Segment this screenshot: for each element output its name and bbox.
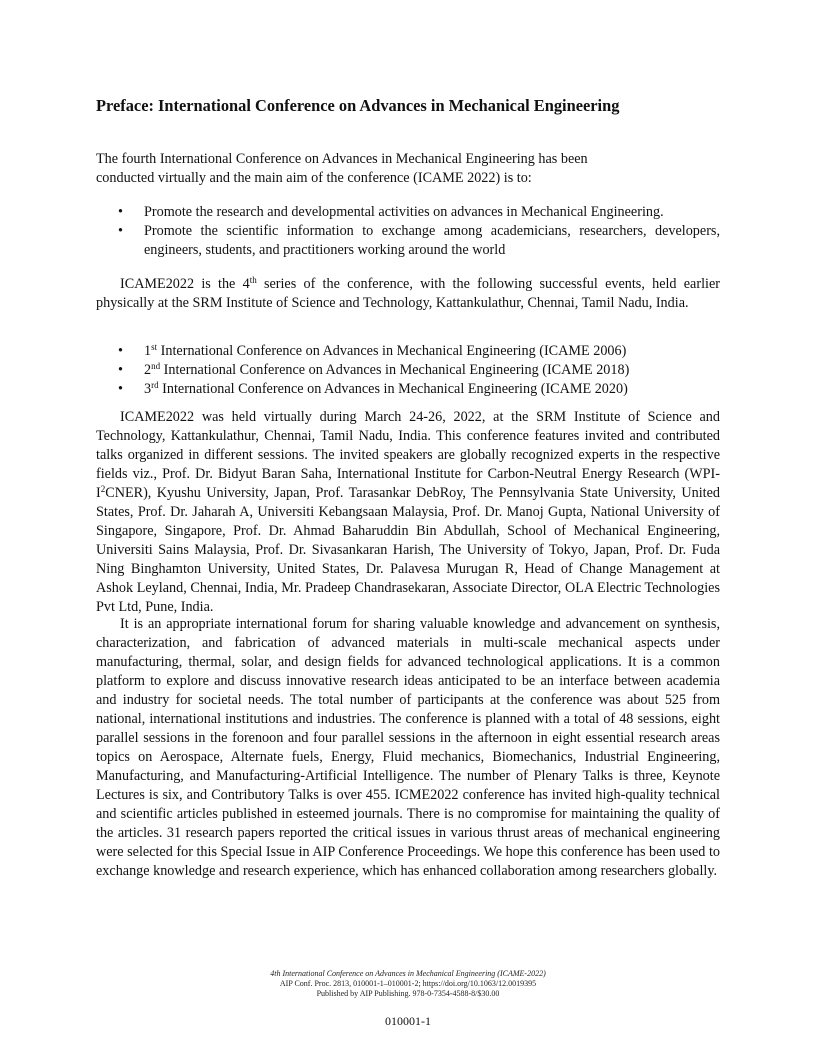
list-item [96,203,720,222]
speakers-text-after: CNER), Kyushu University, Japan, Prof. Tarasankar DebRoy, The Pennsylvania State University, United States, Prof. Dr. Jaharah A, Universiti Kebangsaan Malaysia, Prof. Dr. Manoj Gupta, National University of Singapore, Singapore, Prof. Dr. Ahmad Baharuddin Bin Abdullah, School of Mechanical Engineering, Universiti Sains Malaysia, Prof. Dr. Sivasankaran Harish, The University of Tokyo, Japan, Prof. Dr. Fuda Ning Binghamton University, United States, Dr. Palavesa Murugan R, Head of Change Management at Ashok Leyland, Chennai, India, Mr. Pradeep Chandrasekaran, Associate Director, OLA Electric Technologies Pvt Ltd, Pune, India. [96,485,720,615]
forum-paragraph: It is an appropriate international forum for sharing valuable knowledge and advancement on synthesis, characterization, and fabrication of advanced materials in multi-scale mechanical aspects under manufacturing, thermal, solar, and design fields for advanced technological applications. It is a common platform to explore and discuss innovative research ideas anticipated to be an interface between academia and industry for societal needs. The total number of participants at the conference was about 525 from national, international institutions and industries. The conference is planned with a total of 48 sessions, eight parallel sessions in the forenoon and four parallel sessions in the afternoon in eight essential research areas topics on Aerospace, Alternate fuels, Energy, Fluid mechanics, Biomechanics, Industrial Engineering, Manufacturing, and Manufacturing-Artificial Intelligence. The number of Plenary Talks is three, Keynote Lectures is six, and Contributory Talks is over 455. ICME2022 conference has invited high-quality technical and scientific articles published in esteemed journals. There is no compromise for maintaining the quality of the articles. 31 research papers reported the critical issues in various thrust areas of mechanical engineering were selected for this Special Issue in AIP Conference Proceedings. We hope this conference has been used to exchange knowledge and research experience, which has enhanced collaboration among researchers globally. [96,616,720,879]
aim-text: Promote the research and developmental activities on advances in Mechanical Engineering. [144,204,664,220]
list-item [96,222,720,260]
event-text: International Conference on Advances in Mechanical Engineering (ICAME 2020) [158,381,628,397]
list-item [96,342,720,361]
event-number: 1 [144,343,152,359]
event-number: 3 [144,381,152,397]
events-list [96,342,720,399]
footer-publisher: Published by AIP Publishing. 978-0-7354-4588-8/$30.00 [316,989,500,998]
series-paragraph [96,275,720,313]
aim-text: Promote the scientific information to exchange among academicians, researchers, developers, engineers, students, and practitioners working around the world [144,223,720,258]
bullet-icon: • [118,204,123,220]
intro-paragraph [96,150,720,188]
page-number: 010001-1 [385,1014,431,1028]
event-ordinal: nd [151,361,161,371]
event-text: International Conference on Advances in Mechanical Engineering (ICAME 2018) [160,362,630,378]
event-ordinal: st [151,342,158,352]
speakers-paragraph [96,408,720,617]
series-text-pre: ICAME2022 is the 4 [120,276,250,292]
speakers-text-before: ICAME2022 was held virtually during March 24-26, 2022, at the SRM Institute of Science and Technology, Kattankulathur, Chennai, Tamil Nadu, India. This conference features invited and contributed talks organized in different sessions. The invited speakers are globally recognized experts in the respective fields viz., Prof. Dr. Bidyut Baran Saha, International Institute for Carbon-Neutral Energy Research (WPI-I [96,409,720,501]
footer-conference: 4th International Conference on Advances in Mechanical Engineering (ICAME-2022) [270,969,546,978]
list-item [96,380,720,399]
aims-list [96,203,720,260]
bullet-icon: • [118,223,123,239]
event-text: International Conference on Advances in Mechanical Engineering (ICAME 2006) [157,343,627,359]
list-item [96,361,720,380]
page-footer [0,969,816,999]
speakers-sup: 2 [100,484,106,494]
event-number: 2 [144,362,152,378]
page-title: Preface: International Conference on Advances in Mechanical Engineering [96,96,620,115]
series-sup: th [249,275,257,285]
event-ordinal: rd [151,380,159,390]
bullet-icon: • [118,381,123,397]
bullet-icon: • [118,343,123,359]
intro-line-1: The fourth International Conference on Advances in Mechanical Engineering has been [96,151,588,167]
bullet-icon: • [118,362,123,378]
intro-line-2: conducted virtually and the main aim of the conference (ICAME 2022) is to: [96,170,532,186]
series-text-post: series of the conference, with the following successful events, held earlier physically at the SRM Institute of Science and Technology, Kattankulathur, Chennai, Tamil Nadu, India. [96,276,720,311]
footer-proceedings: AIP Conf. Proc. 2813, 010001-1–010001-2; https://doi.org/10.1063/12.0019395 [279,979,537,988]
